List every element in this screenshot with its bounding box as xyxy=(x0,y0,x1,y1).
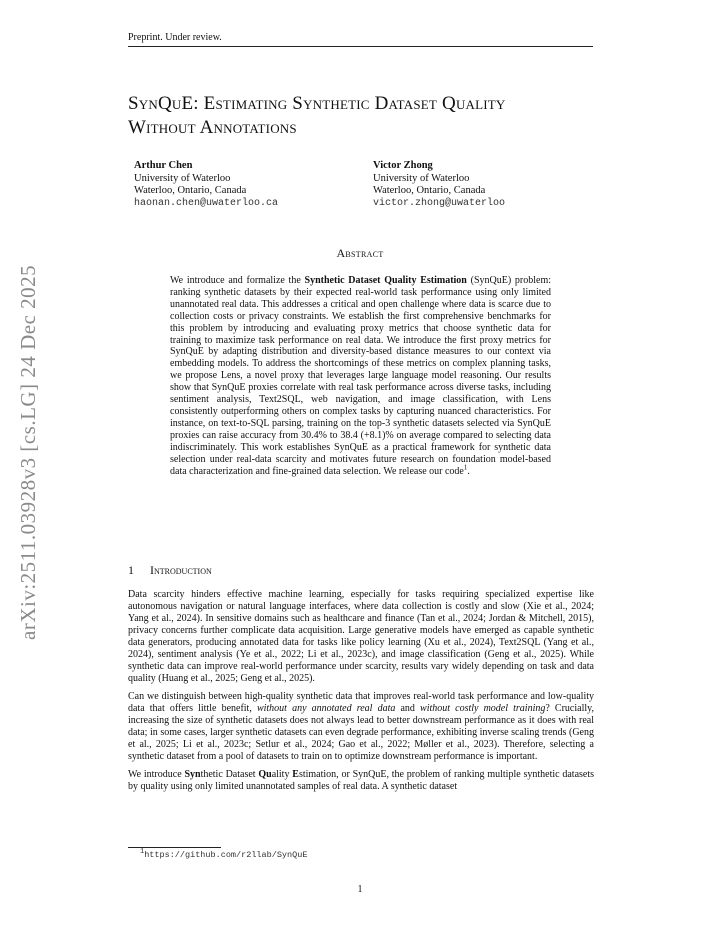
abstract-text: (SynQuE) problem: ranking synthetic datasets by their expected real-world task performance using only limited unannotated real data. This addresses a critical and open challenge where data is scarce due to collection costs or privacy constraints. We establish the first comprehensive benchmarks for this problem by introducing and evaluating proxy metrics that choose synthetic data for training to maximize task performance on real data. We introduce the first proxy metrics for SynQuE by adapting distribution and diversity-based distance measures to our context via embedding models. To address the shortcomings of these metrics on complex planning tasks, we propose Lens, a novel proxy that leverages large language model reasoning. Our results show that SynQuE proxies correlate with real task performance across diverse tasks, including sentiment analysis, Text2SQL, web navigation, and image classification, with Lens consistently outperforming others on complex tasks by capturing nuanced characteristics. For instance, on text-to-SQL parsing, training on the top-3 synthetic datasets selected via SynQuE proxies can raise accuracy from 30.4% to 38.4 (+8.1)% on average compared to selecting data indiscriminately. This work establishes SynQuE as a practical framework for synthetic data selection under real-data scarcity and motivates future research on foundation model-based data characterization and fine-grained data selection. We release our code xyxy=(170,275,552,477)
header-rule xyxy=(128,46,593,47)
text-span: thetic Dataset xyxy=(200,769,259,781)
header-note: Preprint. Under review. xyxy=(128,32,222,43)
abstract-end: . xyxy=(467,465,470,477)
bold-span: Syn xyxy=(184,769,201,781)
author-name: Arthur Chen xyxy=(134,160,193,171)
author-location: Waterloo, Ontario, Canada xyxy=(134,185,247,197)
paragraph: Data scarcity hinders effective machine learning, especially for tasks requiring specialized expertise like autonomous navigation or natural language interfaces, where data collection is costly and slow (Xie et al., 2024; Yang et al., 2024). In sensitive domains such as healthcare and finance (Tan et al., 2024; Jordan & Mitchell, 2015), privacy concerns further complicate data acquisition. Large generative models have emerged as capable synthetic data generators, producing annotated data for tasks like policy learning (Xu et al., 2024), Text2SQL (Yang et al., 2024), sentiment analysis (Ye et al., 2022; Li et al., 2023c), and image classification (Geng et al., 2025). While synthetic data can improve real-world performance under scarcity, results vary widely depending on task and data quality (Huang et al., 2025; Geng et al., 2025). xyxy=(128,589,594,684)
paragraph xyxy=(128,691,594,763)
text-span: We introduce xyxy=(128,769,185,781)
section-heading xyxy=(128,563,212,578)
title-line-1: SynQuE: Estimating Synthetic Dataset Quality xyxy=(128,93,506,114)
footnote-marker: 1 xyxy=(463,463,468,472)
text-span: stimation, or SynQuE, the problem of ranking multiple synthetic datasets by quality using only limited unannotated samples of real data. A synthetic dataset xyxy=(128,769,595,793)
arxiv-identifier-stamp: arXiv:2511.03928v3 [cs.LG] 24 Dec 2025 xyxy=(16,264,40,640)
bold-span: Qu xyxy=(258,769,272,781)
paper-title xyxy=(128,92,598,140)
abstract-bold-term: Synthetic Dataset Quality Estimation xyxy=(304,275,467,286)
title-line-2: Without Annotations xyxy=(128,117,297,138)
footnote-mark: 1 xyxy=(140,848,145,857)
footnote xyxy=(140,850,307,860)
abstract-text: We introduce and formalize the xyxy=(170,275,305,286)
introduction-body xyxy=(128,589,594,800)
author-location: Waterloo, Ontario, Canada xyxy=(373,185,486,197)
bold-span: E xyxy=(292,769,299,781)
author-affiliation: University of Waterloo xyxy=(373,172,470,184)
abstract-heading: Abstract xyxy=(336,246,384,260)
author-1 xyxy=(134,160,278,210)
text-span: ? Crucially, increasing the size of synthetic datasets does not always lead to better downstream performance as it does with real data; in some cases, larger synthetic datasets can even degrade performance, exhibiting inverse scaling trends (Geng et al., 2025; Li et al., 2023c; Setlur et al., 2024; Gao et al., 2022; Møller et al., 2023). Therefore, selecting a synthetic dataset from a pool of datasets to train on to optimize downstream performance is important. xyxy=(128,703,594,762)
author-2 xyxy=(373,160,505,210)
italic-span: without costly model training xyxy=(420,703,546,715)
text-span: ality xyxy=(271,769,293,781)
paragraph xyxy=(128,769,594,793)
abstract-body xyxy=(170,275,551,477)
page-number: 1 xyxy=(357,884,363,895)
section-number: 1 xyxy=(128,563,134,577)
footnote-link[interactable]: https://github.com/r2llab/SynQuE xyxy=(144,850,308,860)
section-title: Introduction xyxy=(150,563,212,577)
author-email: victor.zhong@uwaterloo xyxy=(373,197,506,209)
author-email: haonan.chen@uwaterloo.ca xyxy=(134,197,279,209)
text-span: Can we distinguish between high-quality synthetic data that improves real-world task performance and low-quality data that offers little benefit, xyxy=(128,691,594,715)
italic-span: without any annotated real data xyxy=(256,703,396,715)
text-span: and xyxy=(395,703,421,715)
author-name: Victor Zhong xyxy=(373,160,433,171)
author-affiliation: University of Waterloo xyxy=(134,172,231,184)
